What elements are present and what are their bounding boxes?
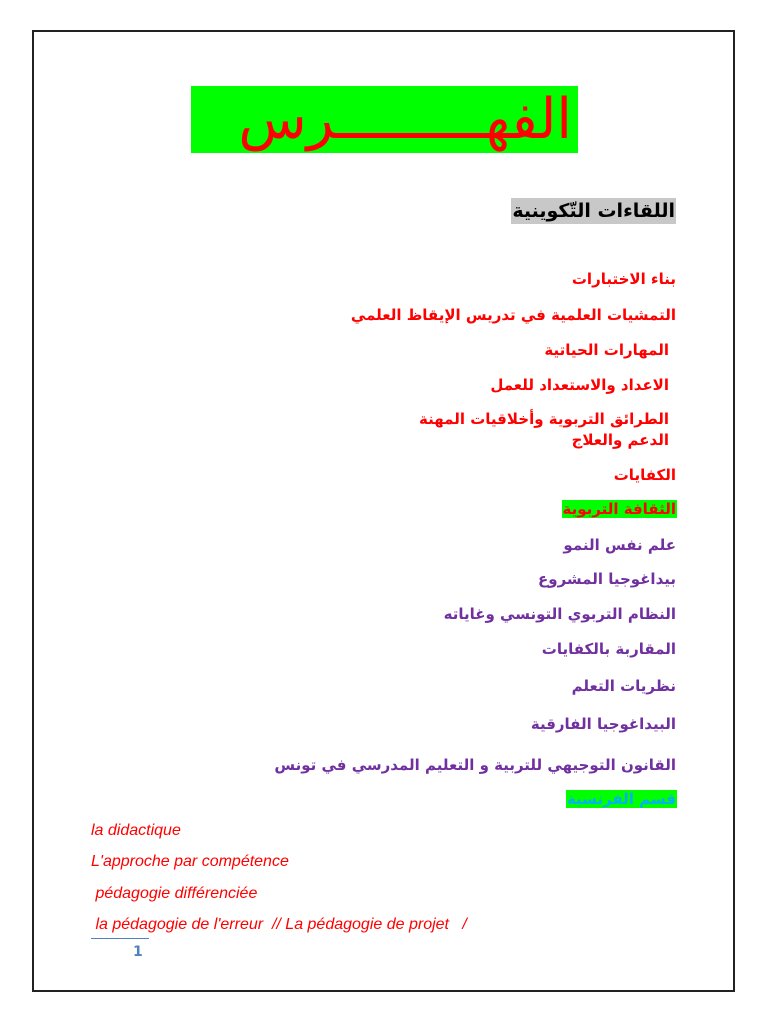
index-item-highlighted: الثقافة التربوية (562, 500, 676, 518)
footer-rule (91, 938, 149, 939)
french-item: pédagogie différenciée (91, 885, 258, 902)
index-item: الاعداد والاستعداد للعمل (490, 376, 669, 394)
french-item: la pédagogie de l'erreur // La pédagogie de projet / (91, 916, 467, 933)
french-section-heading: قسم الفرنسية (566, 790, 676, 808)
title-highlight (191, 86, 578, 153)
index-item: البيداغوجيا الفارقية (530, 715, 676, 733)
index-item: الكفايات (613, 466, 676, 484)
index-item: بناء الاختبارات (571, 270, 676, 288)
index-item: علم نفس النمو (563, 536, 676, 554)
index-item: نظريات التعلم (571, 677, 676, 695)
index-item: النظام التربوي التونسي وغاياته (443, 605, 676, 623)
section-heading: اللقاءات التّكوينية (512, 200, 675, 222)
index-item: المقاربة بالكفايات (541, 640, 676, 658)
french-item: la didactique (91, 822, 181, 839)
index-item: التمشيات العلمية في تدريس الإيقاظ العلمي (350, 306, 676, 324)
french-item: L'approche par compétence (91, 853, 289, 870)
page-title: الفهـــــــــرس (238, 87, 572, 152)
index-item: الدعم والعلاج (571, 431, 669, 449)
index-item: الطرائق التربوية وأخلاقيات المهنة (419, 410, 669, 428)
index-item: القانون التوجيهي للتربية و التعليم المدرسي في تونس (274, 756, 676, 774)
index-item: المهارات الحياتية (544, 341, 669, 359)
page-number: 1 (133, 944, 143, 960)
index-item: بيداغوجيا المشروع (538, 570, 676, 588)
